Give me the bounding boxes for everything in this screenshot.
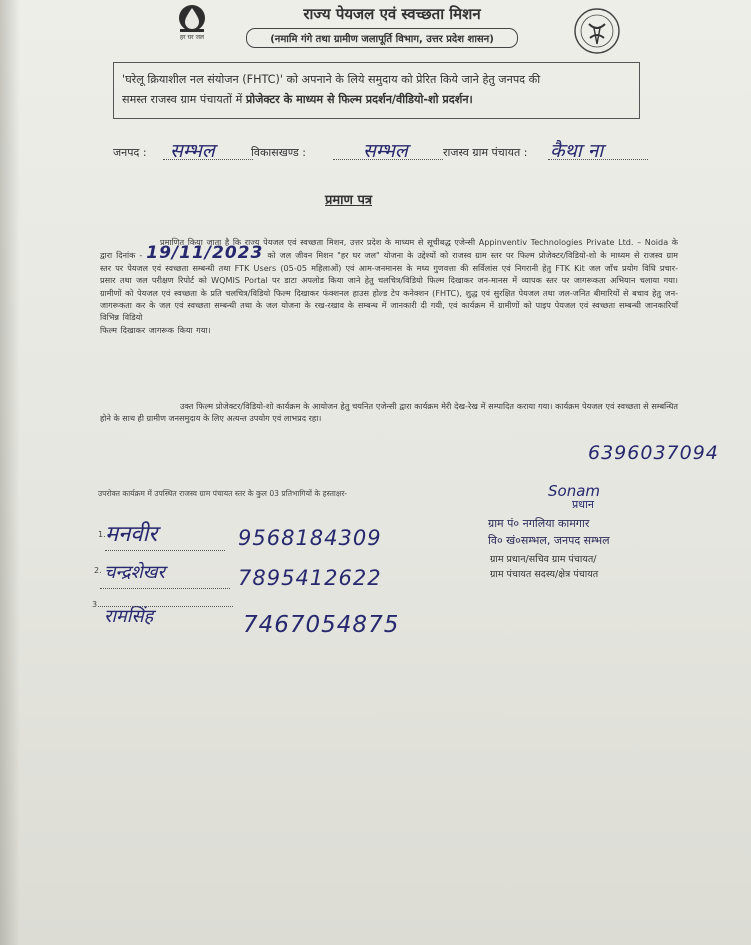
contact-phone: 6396037094 [588,442,719,464]
district-dotline [163,158,253,160]
stamp-line-2: वि० खं०सम्भल, जनपद सम्भल [488,534,610,547]
pradhan-signature: Sonam [548,482,601,500]
logo-caption: हर घर जल [180,34,204,41]
body-part-c: फिल्म दिखाकर जागरूक किया गया। [100,324,211,335]
participant-1-line [105,550,225,551]
certificate-body [100,236,678,336]
district-label: जनपद : [113,146,147,159]
participant-3-number: 3. [92,600,100,609]
district-value: सम्भल [170,140,215,162]
block-value: सम्भल [363,140,408,162]
participants-label: उपरोक्त कार्यक्रम में उपस्थित राजस्व ग्राम पंचायत स्तर के कुल 03 प्रतिभागियों के हस्ताक्षर- [98,489,348,498]
signatory-roles [490,552,690,582]
pradhan-title: प्रधान [572,498,594,511]
event-date: 19/11/2023 [146,243,264,264]
block-label: विकासखण्ड : [251,146,307,159]
org-subtitle: (नमामि गंगे तथा ग्रामीण जलापूर्ति विभाग, उत्तर प्रदेश शासन) [246,28,518,48]
up-government-emblem-icon [572,4,622,66]
panchayat-label: राजस्व ग्राम पंचायत : [443,146,528,159]
location-line [113,137,673,167]
participant-2-signature: चन्द्रशेखर [104,562,165,583]
participant-3-line [98,606,233,607]
certificate-title: प्रमाण पत्र [325,193,373,208]
participant-2-line [100,588,230,589]
block-dotline [333,158,443,160]
org-title: राज्य पेयजल एवं स्वच्छता मिशन [303,5,481,23]
body-part-b: को जल जीवन मिशन "हर घर जल" योजना के उद्देश्यों को राजस्व ग्राम स्तर पर फिल्म प्रोजेक्टर/विडियो-शो के माध्यम से राजस्व ग्राम स्तर पर पेयजल एवं स्वच्छता सम्बन्धी तथा FTK Users (05-05 महिलाओं) एवं आम-जनमानस के मध्य गुणवत्ता की सर्विलांस एवं निगरानी हेतु FTK Kit जल जाँच प्रयोग विधि प्रचार-प्रसार तथा जल परीक्षण रिपोर्ट को WQMIS Portal पर डाटा अपलोड किया जाने हेतु चलचित्र/विडियो फिल्म दिखाकर जन-मानस में व्यापक स्तर पर जागरूकता अभियान चलाया गया। ग्रामीणों को पेयजल एवं स्वच्छता के प्रति चलचित्र/विडियो फिल्म दिखाकर फंक्शनल हाउस होल्ड टेप कनेक्शन (FHTC), शुद्ध एवं सुरक्षित पेयजल तथा जल-जनित बीमारियों से बचाव हेतु जन-जागरूकता कर के जल एवं स्वच्छता सम्बन्धी तथा के जल योजना के रख-रखाव के सम्बन्ध में जानकारी दी गयी, एवं कार्यक्रम में ग्रामीणों को पाइप पेयजल एवं स्वच्छता सम्बन्धी जानकारियाँ विभिन्न विडियो [100,250,678,323]
participant-1-phone: 9568184309 [238,526,382,550]
panchayat-stamp [488,514,688,533]
subject-box [113,62,640,119]
participant-1-signature: मनवीर [105,522,158,547]
subject-line-2-bold: प्रोजेक्टर के माध्यम से फिल्म प्रदर्शन/वीडियो-शो प्रदर्शन। [245,93,473,106]
participant-1-number: 1. [98,530,106,539]
participant-3-signature: रामसिंह [104,606,154,627]
panchayat-dotline [548,158,648,160]
panchayat-value: कैथा ना [550,140,604,162]
role-line-2: ग्राम पंचायत सदस्य/क्षेत्र पंचायत [490,569,599,580]
body-part-a: प्रमाणित किया जाता है कि राज्य पेयजल एवं स्वच्छता मिशन, उत्तर प्रदेश के माध्यम से सूचीबद्ध एजेन्सी Appinventiv Technologies Private Ltd. – Noida के द्वारा दिनांक - [100,237,678,261]
participant-3-phone: 7467054875 [243,612,400,638]
body-para-2: उक्त फिल्म प्रोजेक्टर/विडियो-शो कार्यक्रम के आयोजन हेतु चयनित एजेन्सी द्वारा कार्यक्रम मेरी देख-रेख में सम्पादित कराया गया। कार्यक्रम पेयजल एवं स्वच्छता से सम्बन्धित होने के साथ ही ग्रामीण जनसमुदाय के लिए अत्यन्त उपयोग एवं लाभप्रद रहा। [100,401,678,424]
har-ghar-jal-logo-icon [162,2,222,54]
page-shadow [0,0,20,945]
certificate-body-2 [100,400,678,425]
participant-2-phone: 7895412622 [238,566,382,590]
participant-2-number: 2. [94,566,102,575]
role-line-1: ग्राम प्रधान/सचिव ग्राम पंचायत/ [490,554,597,565]
subject-line-2-prefix: समस्त राजस्व ग्राम पंचायतों में [122,93,243,106]
stamp-line-1: ग्राम पं० नगलिया कामगार [488,517,590,530]
subject-line-1: 'घरेलू क्रियाशील नल संयोजन (FHTC)' को अपनाने के लिये समुदाय को प्रेरित किये जाने हेतु जनपद की [122,73,541,86]
subject-line-2 [122,90,631,110]
